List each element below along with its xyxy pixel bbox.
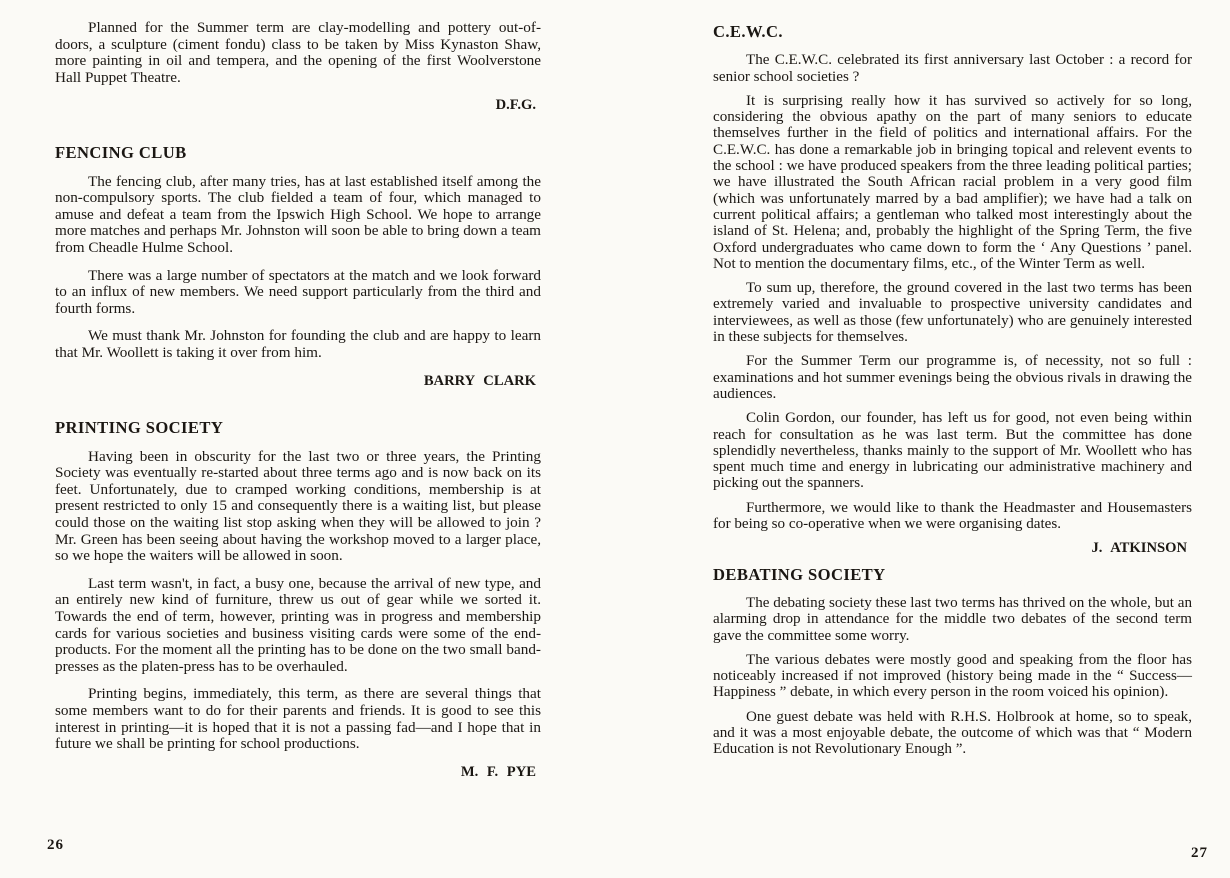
paragraph: Colin Gordon, our founder, has left us for good, not even being within reach for consultation as he was last term. But the committee has done splendidly nevertheless, thanks mainly to the support of Mr. Woollett who has spent much time and energy in lubricating our administrative machinery and picking out the spanners. [713,410,1192,492]
paragraph: The various debates were mostly good and speaking from the floor has noticeably increased if not improved (history being made in the “ Success—Happiness ” debate, in which every person in the room voiced his opinion). [713,651,1192,701]
section-fencing-club [55,142,541,389]
signature-m-f-pye: M. F. PYE [460,763,536,780]
signature-barry-clark: BARRY CLARK [423,372,536,389]
paragraph: Having been in obscurity for the last two or three years, the Printing Society was eventually re-started about three terms ago and is now back on its feet. Unfortunately, due to cramped working conditions, membership is at present restricted to only 15 and consequently there is a waiting list, but please could those on the waiting list stop asking when they will be allowed to join ? Mr. Green has been seeing about having the workshop moved to a larger place, so we hope the waiters will be allowed in soon. [55,447,541,565]
paragraph: There was a large number of spectators at the match and we look forward to an influx of new members. We need support particularly from the third and fourth forms. [55,266,541,317]
heading-printing-society: PRINTING SOCIETY [55,418,224,438]
paragraph: One guest debate was held with R.H.S. Holbrook at home, so to speak, and it was a most enjoyable debate, the outcome of which was that “ Modern Education is not Revolutionary Enough ”. [713,708,1192,758]
paragraph: The debating society these last two terms has thrived on the whole, but an alarming drop in attendance for the middle two debates of the second term gave the committee some worry. [713,594,1192,644]
signature-j-atkinson: J. ATKINSON [1091,540,1187,557]
paragraph: The C.E.W.C. celebrated its first anniversary last October : a record for senior school societies ? [713,52,1192,85]
left-page [55,20,541,780]
page-number-26: 26 [47,837,64,853]
heading-fencing-club: FENCING CLUB [55,142,187,162]
section-debating-society [713,564,1192,758]
signature-dfg: D.F.G. [495,97,536,114]
paragraph: Planned for the Summer term are clay-modelling and pottery out-of-doors, a sculpture (ciment fondu) class to be taken by Miss Kynaston Shaw, more painting in oil and tempera, and the opening of the first Woolverstone Hall Puppet Theatre. [55,19,541,86]
section-summer-term-note [55,20,541,114]
section-cewc [713,24,1192,557]
paragraph: We must thank Mr. Johnston for founding the club and are happy to learn that Mr. Woollett is taking it over from him. [55,327,541,361]
paragraph: To sum up, therefore, the ground covered in the last two terms has been extremely varied and invaluable to prospective university candidates and interviewees, as well as those (few unfortunately) who are genuinely interested in these subjects for themselves. [713,280,1192,346]
paragraph: Printing begins, immediately, this term, as there are several things that some members want to do for their parents and friends. It is good to see this interest in printing—it is hoped that it is not a passing fad—and I hope that in future we shall be printing for school productions. [55,685,541,753]
paragraph: For the Summer Term our programme is, of necessity, not so full : examinations and hot summer evenings being the obvious rivals in drawing the audiences. [713,353,1192,402]
paragraph: Furthermore, we would like to thank the Headmaster and Housemasters for being so co-operative when we were organising dates. [713,499,1192,533]
right-page [713,24,1192,766]
paragraph: Last term wasn't, in fact, a busy one, because the arrival of new type, and an entirely new kind of furniture, threw us out of gear while we sorted it. Towards the end of term, however, printing was in progress and membership cards for various societies and business visiting cards were some of the end-products. For the moment all the printing has to be done on the two small band-presses as the platen-press has to be overhauled. [55,574,541,675]
paragraph: It is surprising really how it has survived so actively for so long, considering the obvious apathy on the part of many seniors to educate themselves further in the field of politics and international affairs. For the C.E.W.C. has done a remarkable job in bringing topical and relevent events to the school : we have produced speakers from the three leading political parties; we have illustrated the South African racial problem in a very good film (which was unfortunately marred by a bad amplifier); we have had a talk on current political affairs; a gentleman who talked most interestingly about the island of St. Helena; and, probably the highlight of the Spring Term, the five Oxford undergraduates who came down to form the ‘ Any Questions ’ panel. Not to mention the documentary films, etc., of the Winter Term as well. [713,92,1192,272]
heading-debating-society: DEBATING SOCIETY [713,564,886,584]
page-number-27: 27 [1191,845,1208,861]
paragraph: The fencing club, after many tries, has at last established itself among the non-compulsory sports. The club fielded a team of four, which managed to amuse and defeat a team from the Ipswich High School. We hope to arrange more matches and perhaps Mr. Johnston will soon be able to bring down a team from Cheadle Hulme School. [55,172,541,256]
section-printing-society [55,420,541,780]
heading-cewc: C.E.W.C. [713,22,783,41]
